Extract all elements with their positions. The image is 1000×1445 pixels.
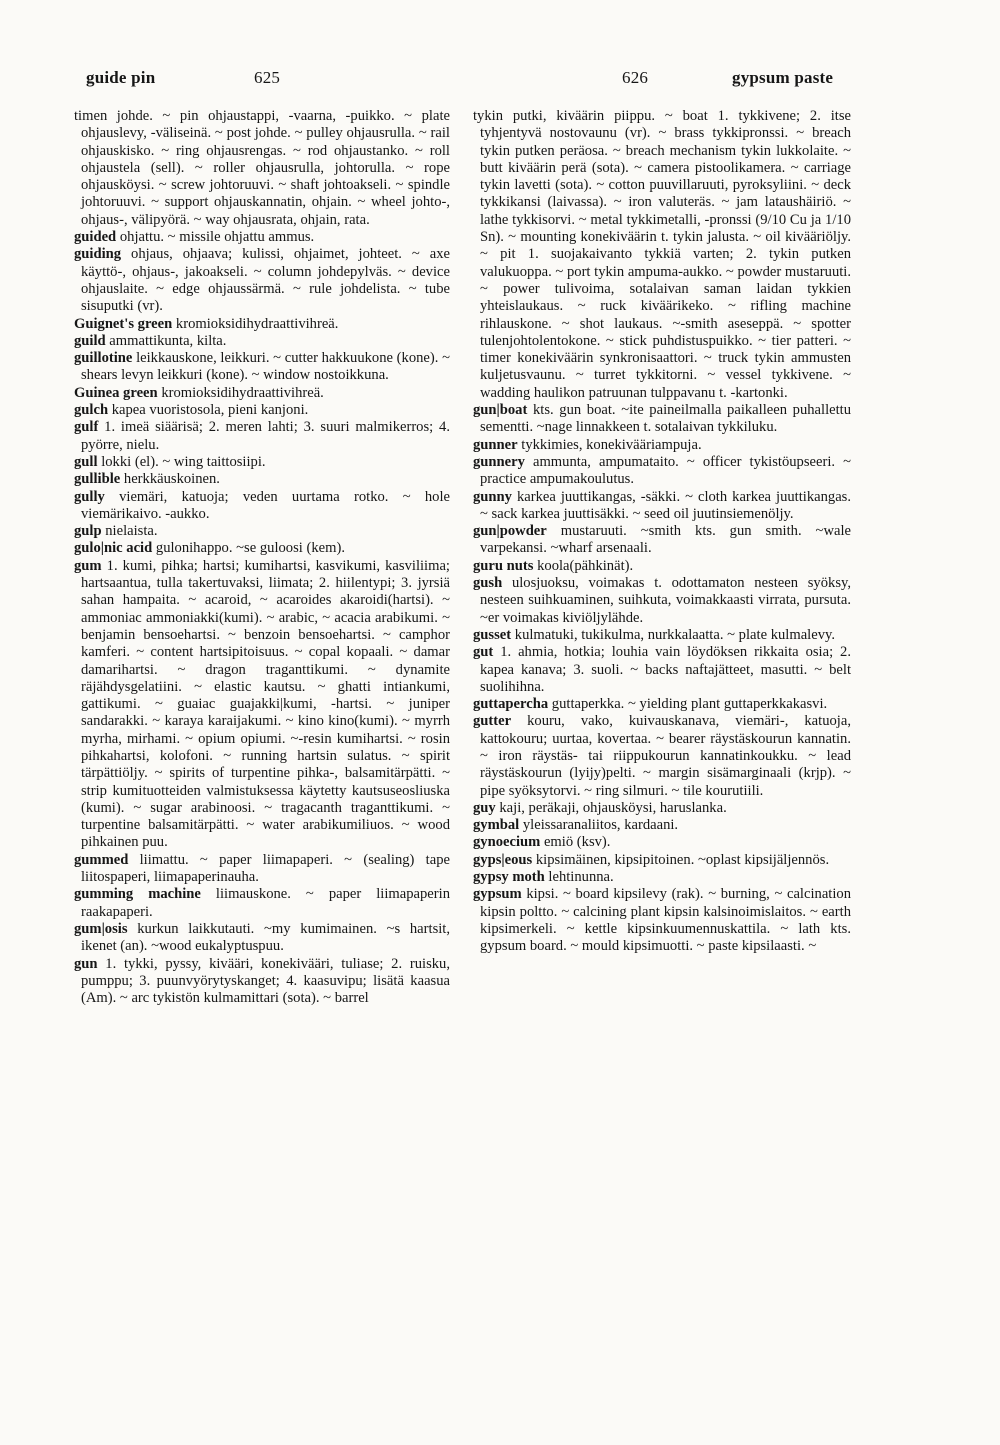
definition-text: tykkimies, konekivääriampuja.	[521, 436, 702, 453]
definition-text: liimattu. ~ paper liimapaperi. ~ (sealing) tape liitospaperi, liimapaperinauha.	[81, 851, 450, 886]
dictionary-entry	[74, 385, 450, 402]
definition-text: ohjattu. ~ missile ohjattu ammus.	[119, 229, 315, 246]
dictionary-entry	[473, 852, 851, 869]
dictionary-entry	[473, 523, 851, 558]
dictionary-entry	[473, 869, 851, 886]
page-header	[62, 68, 858, 94]
definition-text: 1. imeä siäärisä; 2. meren lahti; 3. suuri malmikerros; 4. pyörre, nielu.	[81, 419, 450, 453]
dictionary-entry	[473, 454, 851, 489]
headword: gull	[74, 453, 98, 470]
definition-text: koola(pähkinät).	[537, 557, 634, 574]
headword: gum	[74, 557, 102, 574]
dictionary-entry	[74, 540, 450, 557]
headword: gut	[473, 644, 494, 661]
definition-text: ammattikunta, kilta.	[109, 332, 227, 349]
header-right-guide-word: gypsum paste	[732, 68, 834, 87]
definition-text: kaji, peräkaji, ohjausköysi, haruslanka.	[499, 799, 727, 816]
dictionary-entry	[473, 696, 851, 713]
definition-text: nielaista.	[105, 523, 158, 540]
header-right-page-number: 626	[622, 68, 649, 87]
definition-text: kromioksidihydraattivihreä.	[161, 384, 324, 401]
dictionary-entry	[74, 333, 450, 350]
definition-text: herkkäuskoinen.	[123, 471, 220, 488]
definition-text: yleissaranaliitos, kardaani.	[522, 817, 679, 834]
dictionary-entry	[473, 489, 851, 524]
dictionary-entry	[74, 108, 450, 229]
headword: guru nuts	[473, 557, 534, 574]
headword: gully	[74, 488, 105, 505]
dictionary-entry	[74, 558, 450, 852]
headword: gumming machine	[74, 886, 201, 903]
headword: gynoecium	[473, 834, 541, 851]
headword: guild	[74, 332, 106, 349]
headword: gyps|eous	[473, 851, 533, 868]
headword: gummed	[74, 851, 129, 868]
headword: gush	[473, 575, 503, 592]
dictionary-entry	[74, 523, 450, 540]
headword: gun	[74, 955, 98, 972]
definition-text: karkea juuttikangas, -säkki. ~ cloth karkea juuttikangas. ~ sack karkea juuttisäkki. ~ seed oil juutinsiemenöljy.	[480, 488, 851, 522]
definition-text: guttaperkka. ~ yielding plant guttaperkkakasvi.	[551, 696, 828, 713]
dictionary-entry	[74, 350, 450, 385]
headword: gulo|nic acid	[74, 540, 153, 557]
dictionary-entry	[473, 886, 851, 955]
dictionary-entry	[473, 713, 851, 799]
dictionary-entry	[74, 246, 450, 315]
headword: gypsum	[473, 886, 522, 903]
dictionary-entry	[74, 471, 450, 488]
definition-text: kouru, vako, kuivauskanava, viemäri-, katuoja, kattokouru; uurtaa, kovertaa. ~ bearer räystäskourun kannatin. ~ iron räystäs- tai riippukourun kannatinkoukku. ~ lead räystäskourun (lyijy)pelti. ~ margin sisämarginaali (krjp). ~ pipe syöksytorvi. ~ ring silmuri. ~ tile kourutiili.	[480, 713, 851, 799]
headword: guided	[74, 229, 117, 246]
headword: gutter	[473, 713, 512, 730]
dictionary-entry	[473, 817, 851, 834]
dictionary-entry	[74, 402, 450, 419]
headword: gunny	[473, 488, 512, 505]
definition-text: kipsimäinen, kipsipitoinen. ~oplast kipsijäljennös.	[535, 851, 830, 868]
left-column	[74, 108, 450, 1418]
dictionary-entry	[473, 627, 851, 644]
headword: guy	[473, 799, 496, 816]
header-left-guide-word: guide pin	[86, 68, 156, 87]
definition-text: lokki (el). ~ wing taittosiipi.	[101, 453, 266, 470]
dictionary-entry	[473, 834, 851, 851]
headword: gulch	[74, 402, 109, 419]
headword: Guignet's green	[74, 315, 173, 332]
right-column	[473, 108, 851, 1418]
definition-text: timen johde. ~ pin ohjaustappi, -vaarna, -puikko. ~ plate ohjauslevy, -väliseinä. ~ post johde. ~ pulley ohjausrulla. ~ rail ohjauskisko. ~ ring ohjausrengas. ~ rod ohjaustanko. ~ roll ohjaustela (sell). ~ roller ohjausrulla, johtorulla. ~ rope ohjausköysi. ~ screw johtoruuvi. ~ shaft johtoakseli. ~ spindle johtoruuvi. ~ support ohjauskannatin, ohjain. ~ wheel johto-, ohjaus-, välipyörä. ~ way ohjausrata, ohjain, rata.	[74, 108, 450, 228]
definition-text: liimauskone. ~ paper liimapaperin raakapaperi.	[81, 886, 450, 920]
dictionary-entry	[74, 852, 450, 887]
definition-text: kurkun laikkutauti. ~my kumimainen. ~s hartsit, ikenet (an). ~wood eukalyptuspuu.	[81, 920, 450, 955]
dictionary-entry	[74, 886, 450, 921]
definition-text: 1. tykki, pyssy, kivääri, konekivääri, tuliase; 2. ruisku, pumppu; 3. puunvyörytyskanget; 4. kaasuvipu; lisätä kaasua (Am). ~ arc tykistön kulmamittari (sota). ~ barrel	[81, 955, 450, 1007]
definition-text: gulonihappo. ~se guloosi (kem).	[155, 540, 345, 557]
definition-text: emiö (ksv).	[543, 834, 611, 851]
headword: gun|boat	[473, 402, 528, 419]
headword: gunnery	[473, 453, 525, 470]
definition-text: viemäri, katuoja; veden uurtama rotko. ~ hole viemärikaivo. -aukko.	[81, 488, 450, 522]
dictionary-entry	[74, 316, 450, 333]
headword: gulf	[74, 419, 99, 436]
definition-text: ulosjuoksu, voimakas t. odottamaton nesteen syöksy, nesteen suihkuaminen, suihkuta, voimakkaasti virrata, pursuta. ~er voimakas kiviöljylähde.	[480, 575, 851, 626]
dictionary-entry	[473, 575, 851, 627]
dictionary-entry	[74, 419, 450, 454]
headword: Guinea green	[74, 384, 158, 401]
headword: gum|osis	[74, 920, 128, 937]
headword: guillotine	[74, 350, 133, 367]
dictionary-entry	[473, 800, 851, 817]
headword: guttapercha	[473, 696, 549, 713]
headword: gunner	[473, 436, 518, 453]
dictionary-entry	[473, 558, 851, 575]
definition-text: 1. ahmia, hotkia; louhia vain löydöksen rikkaita osia; 2. kapea kanava; 3. suoli. ~ backs naftajätteet, masutti. ~ belt suolihihna.	[480, 644, 851, 695]
definition-text: mustaruuti. ~smith kts. gun smith. ~wale varpekansi. ~wharf arsenaali.	[480, 523, 851, 557]
definition-text: tykin putki, kiväärin piippu. ~ boat 1. tykkivene; 2. itse tyhjentyvä nostovaunu (vr). ~ brass tykkipronssi. ~ breach tykin putken peräosa. ~ breach mechanism tykin lukkolaite. ~ butt kiväärin perä (sota). ~ camera pistoolikamera. ~ carriage tykin lavetti (sota). ~ cotton puuvillaruuti, pyroksyliini. ~ deck tykkikansi (laivassa). ~ iron valuteräs. ~ jam lataushäiriö. ~ lathe tykkisorvi. ~ metal tykkimetalli, -pronssi (9/10 Cu ja 1/10 Sn). ~ mounting konekiväärin t. tykin jalusta. ~ oil kivääriöljy. ~ pit 1. suojakaivanto tykkiä varten; 2. tykin putken valukuoppa. ~ port tykin ampuma-aukko. ~ powder mustaruuti. ~ power tulivoima, sotalaivan saman laidan tykkien yhteislaukaus. ~ ruck kiväärikeko. ~ rifling machine rihlauskone. ~ shot laukaus. ~-smith aseseppä. ~ spotter tulenjohtolentokone. ~ stick puhdistuspuikko. ~ tier patteri. ~ timer konekiväärin synkronisaattori. ~ truck tykin ammusten kuljetusvaunu. ~ turret tykkitorni. ~ vessel tykkivene. ~ wadding haulikon patruunan tulppavanu t. -kartonki.	[473, 108, 851, 401]
dictionary-entry	[74, 454, 450, 471]
dictionary-entry	[74, 956, 450, 1008]
dictionary-entry	[473, 108, 851, 402]
dictionary-entry	[74, 921, 450, 956]
definition-text: ammunta, ampumataito. ~ officer tykistöupseeri. ~ practice ampumakoulutus.	[480, 453, 851, 488]
headword: gusset	[473, 626, 512, 643]
headword: gulp	[74, 523, 102, 540]
headword: gymbal	[473, 817, 520, 834]
definition-text: lehtinunna.	[548, 869, 614, 886]
dictionary-entry	[74, 229, 450, 246]
headword: gun|powder	[473, 523, 547, 540]
header-left-page-number: 625	[254, 68, 281, 87]
definition-text: 1. kumi, pihka; hartsi; kumihartsi, kasvikumi, kasviliima; hartsaantua, tulla takertuvaksi, liimata; 2. hiilentypi; 3. jyrsiä sahan hampaita. ~ acaroid, ~ acaroides akaroidi(hartsi). ~ ammoniac ammoniakki(kumi). ~ arabic, ~ acacia arabikumi. ~ benjamin bensoehartsi. ~ benzoin bensoehartsi. ~ camphor kamferi. ~ content hartsipitoisuus. ~ copal kopaali. ~ damar damarihartsi. ~ dragon traganttikumi. ~ dynamite räjähdysgelatiini. ~ elastic kautsu. ~ ghatti intiankumi, gattikumi. ~ guaiac guajakki|kumi, -hartsi. ~ juniper sandarakki. ~ karaya karaijakumi. ~ kino kino(kumi). ~ myrrh myrha, mirhami. ~ opium opiumi. ~-resin kumihartsi. ~ rosin pihkahartsi, kolofoni. ~ running hartsin sulatus. ~ spirit tärpättiöljy. ~ spirits of turpentine pihka-, balsamitärpätti. ~ strip kumituotteiden valmistuksessa käytetty kautsuseosliuska (kumi). ~ sugar arabinoosi. ~ tragacanth traganttikumi. ~ turpentine balsamitärpätti. ~ water arabikumiliuos. ~ wood pihkainen puu.	[81, 557, 450, 851]
headword: guiding	[74, 246, 122, 263]
definition-text: kts. gun boat. ~ite paineilmalla paikalleen puhallettu sementti. ~nage linnakkeen t. sotalaivan tykkiluku.	[480, 402, 851, 436]
dictionary-entry	[473, 644, 851, 696]
dictionary-entry	[473, 402, 851, 437]
definition-text: kulmatuki, tukikulma, nurkkalaatta. ~ plate kulmalevy.	[514, 626, 835, 643]
definition-text: kromioksidihydraattivihreä.	[175, 315, 339, 332]
dictionary-entry	[74, 489, 450, 524]
dictionary-entry	[473, 437, 851, 454]
headword: gypsy moth	[473, 869, 545, 886]
definition-text: leikkauskone, leikkuri. ~ cutter hakkuukone (kone). ~ shears levyn leikkuri (kone). ~ window nostoikkuna.	[81, 350, 450, 384]
definition-text: ohjaus, ohjaava; kulissi, ohjaimet, johteet. ~ axe käyttö-, ohjaus-, jakoakseli. ~ column johdepylväs. ~ device ohjauslaite. ~ edge ohjaussärmä. ~ rule johdelista. ~ tube sisuputki (vr).	[81, 246, 450, 315]
headword: gullible	[74, 471, 121, 488]
definition-text: kapea vuoristosola, pieni kanjoni.	[111, 402, 309, 419]
definition-text: kipsi. ~ board kipsilevy (rak). ~ burning, ~ calcination kipsin poltto. ~ calcining plant kipsin kalsinoimislaitos. ~ earth kipsimerkeli. ~ kettle kipsinkuumennuskattila. ~ lath kts. gypsum board. ~ mould kipsimuotti. ~ paste kipsilaasti. ~	[480, 886, 851, 955]
